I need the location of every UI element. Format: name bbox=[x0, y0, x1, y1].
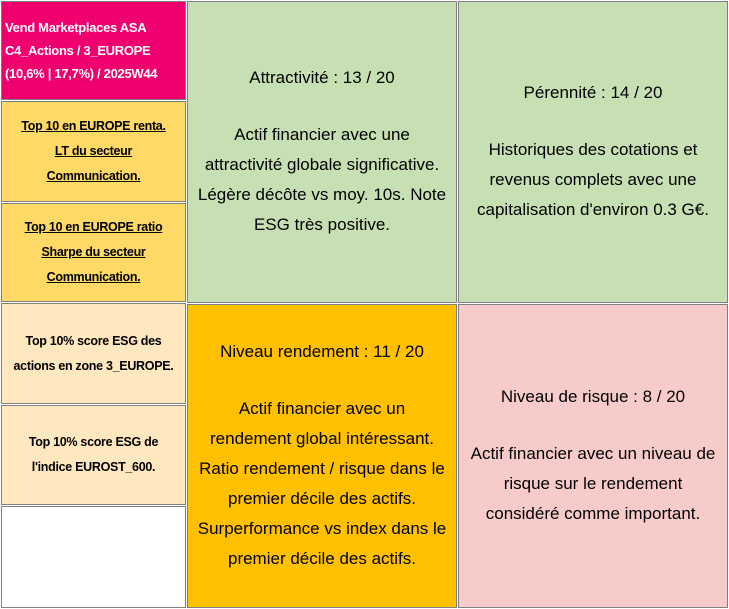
asset-title-block bbox=[1, 1, 186, 100]
esg-zone-rank bbox=[1, 303, 186, 404]
risque-text: considéré comme important. bbox=[485, 504, 701, 523]
risque-text: Actif financier avec un niveau de bbox=[470, 444, 716, 463]
ranking-line: Top 10 en EUROPE renta. bbox=[21, 119, 166, 133]
esg-index-rank bbox=[1, 405, 186, 505]
risque-panel bbox=[458, 304, 728, 608]
esg-line: actions en zone 3_EUROPE. bbox=[13, 358, 174, 373]
esg-line: Top 10% score ESG de bbox=[28, 435, 159, 449]
ranking-long-term-return bbox=[1, 101, 186, 202]
attractivite-text: Actif financier avec une bbox=[234, 125, 410, 144]
attractivite-text: attractivité globale significative. bbox=[204, 155, 440, 174]
rendement-text: Surperformance vs index dans le bbox=[197, 519, 447, 538]
rendement-panel bbox=[187, 304, 457, 608]
asset-stats: (10,6% | 17,7%) / 2025W44 bbox=[5, 66, 158, 81]
ranking-line: Communication. bbox=[46, 270, 141, 284]
asset-category: C4_Actions / 3_EUROPE bbox=[5, 43, 151, 58]
rendement-text: premier décile des actifs. bbox=[227, 489, 417, 508]
risque-heading: Niveau de risque : 8 / 20 bbox=[500, 387, 686, 406]
rendement-text: premier décile des actifs. bbox=[227, 549, 417, 568]
attractivite-panel bbox=[187, 1, 457, 303]
perennite-text: revenus complets avec une bbox=[489, 170, 697, 189]
rendement-text: rendement global intéressant. bbox=[210, 429, 434, 448]
esg-line: l'indice EUROST_600. bbox=[31, 460, 156, 474]
perennite-panel bbox=[458, 1, 728, 303]
asset-name: Vend Marketplaces ASA bbox=[5, 20, 147, 35]
esg-line: Top 10% score ESG des bbox=[25, 333, 162, 348]
ranking-line: LT du secteur bbox=[54, 144, 133, 158]
empty-cell bbox=[1, 506, 186, 608]
rendement-heading: Niveau rendement : 11 / 20 bbox=[220, 342, 424, 361]
ranking-sharpe-ratio bbox=[1, 203, 186, 302]
rendement-text: Ratio rendement / risque dans le bbox=[199, 459, 445, 478]
perennite-text: capitalisation d'environ 0.3 G€. bbox=[477, 200, 709, 219]
perennite-text: Historiques des cotations et bbox=[488, 140, 698, 159]
attractivite-heading: Attractivité : 13 / 20 bbox=[249, 68, 395, 87]
attractivite-text: ESG très positive. bbox=[253, 215, 391, 234]
rendement-text: Actif financier avec un bbox=[238, 399, 406, 418]
ranking-line: Sharpe du secteur bbox=[41, 245, 146, 259]
attractivite-text: Légère décôte vs moy. 10s. Note bbox=[197, 185, 447, 204]
perennite-heading: Pérennité : 14 / 20 bbox=[523, 83, 663, 102]
risque-text: risque sur le rendement bbox=[503, 474, 683, 493]
ranking-line: Top 10 en EUROPE ratio bbox=[24, 220, 163, 234]
ranking-line: Communication. bbox=[46, 169, 141, 183]
